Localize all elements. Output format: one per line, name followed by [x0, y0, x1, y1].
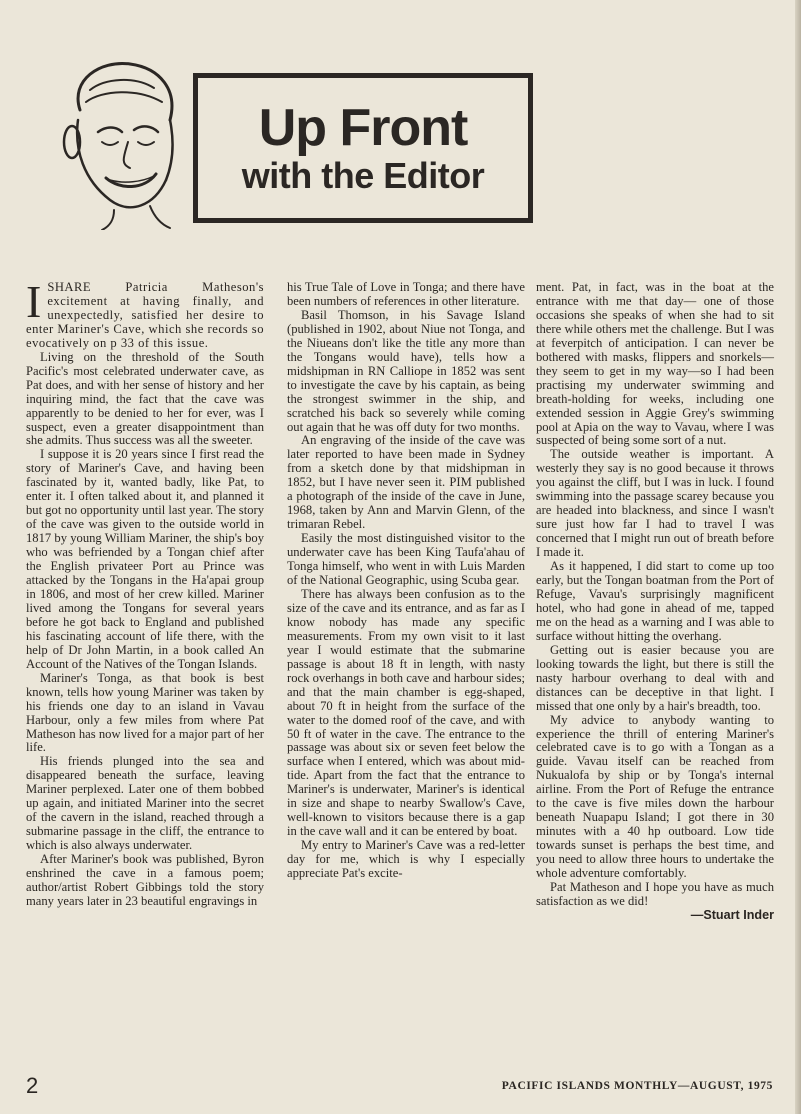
article-column-2	[287, 281, 525, 881]
article-body	[26, 276, 774, 1061]
article-paragraph: My advice to anybody wanting to experience the thrill of entering Mariner's celebrated cave is to go with a Tongan as a guide. Vavau itself can be reached from Nukualofa by ship or by Tonga's internal airline. From the Port of Refuge the entrance to the cave is five miles down the harbour beneath Nuapapu Island; I got there in 30 minutes with a 40 hp outboard. Low tide towards sunset is perhaps the best time, and you need to allow three hours to undertake the whole adventure comfortably.	[536, 712, 774, 881]
article-paragraph: ment. Pat, in fact, was in the boat at the entrance with me that day— one of those occasions she speaks of when she had to sit there while others met the challenge. But I was at feverpitch of anticipation. I can never be bothered with masks, flippers and snorkels—they seem to get in my way—so I had been practising my underwater swimming and breath-holding for weeks, including one extended session in Aggie Grey's swimming pool at Apia on the way to Vavau, where I was suspected of being some sort of a nut.	[536, 280, 774, 448]
article-paragraph: I suppose it is 20 years since I first read the story of Mariner's Cave, and having been fascinated by it, wanted badly, like Pat, to enter it. I often talked about it, and planned it but got no opportunity until last year. The story of the cave was given to the outside world in 1817 by young William Mariner, the ship's boy who was befriended by a Tongan chief after the English privateer Port au Prince was attacked by the Tongans in the Ha'apai group in 1806, and most of her crew killed. Mariner lived among the Tongans for several years before he got back to England and published his fascinating account of life there, with the help of Dr John Martin, in a book called An Account of the Natives of the Tongan Islands.	[26, 447, 264, 671]
page-title: Up Front	[258, 98, 468, 157]
title-box	[193, 73, 533, 223]
article-paragraph: his True Tale of Love in Tonga; and there have been numbers of references in other literature.	[287, 280, 525, 308]
article-paragraph: After Mariner's book was published, Byron enshrined the cave in a famous poem; author/artist Robert Gibbings told the story many years later in 23 beautiful engravings in	[26, 852, 264, 908]
article-column-1	[26, 276, 264, 909]
page-subtitle: with the Editor	[241, 155, 485, 197]
article-paragraph: Easily the most distinguished visitor to the underwater cave has been King Taufa'ahau of Tonga himself, who went in with Luis Marden of the National Geographic, using Scuba gear.	[287, 531, 525, 588]
editor-caricature-icon	[50, 50, 190, 230]
article-paragraph: My entry to Mariner's Cave was a red-letter day for me, which is why I especially appreciate Pat's excite-	[287, 838, 525, 881]
article-paragraph: His friends plunged into the sea and disappeared beneath the surface, leaving Mariner perplexed. Later one of them bobbed up again, and initiated Mariner into the secret of the cavern in the island, reached through a submarine passage in the cliff, the entrance to which is also always underwater.	[26, 754, 264, 853]
running-footer: PACIFIC ISLANDS MONTHLY—AUGUST, 1975	[501, 1080, 773, 1092]
article-paragraph: The outside weather is important. A westerly they say is no good because it throws you against the cliff, but I was in luck. I found swimming into the passage scarey because you are headed into blackness, and since I wasn't sure just how far I had to travel I was concerned that I might run out of breath before I made it.	[536, 447, 774, 560]
article-column-3	[536, 281, 774, 923]
drop-cap: I	[26, 276, 42, 327]
article-paragraph: Basil Thomson, in his Savage Island (published in 1902, about Niue not Tonga, and the Niueans don't like the title any more than the Tongans would have), tells how a midshipman in RN Calliope in 1852 was sent to investigate the cave by his captain, as being the strongest swimmer in the ship, and scratched his back so severely while coming out again that he was off duty for two months.	[287, 307, 525, 434]
article-paragraph: An engraving of the inside of the cave was later reported to have been made in Sydney from a sketch done by that midshipman in 1852, but I have never seen it. PIM published a photograph of the inside of the cave in June, 1968, taken by Ann and Marvin Glenn, of the trimaran Rebel.	[287, 433, 525, 532]
article-paragraph: As it happened, I did start to come up too early, but the Tongan boatman from the Port of Refuge, Vavau's surprisingly magnificent hotel, who had gone in ahead of me, tapped me on the head as a warning and I was able to surface without hitting the overhang.	[536, 559, 774, 643]
page-footer	[26, 1073, 773, 1101]
page-edge	[795, 0, 801, 1114]
article-paragraph: Living on the threshold of the South Pacific's most celebrated underwater cave, as Pat does, and with her sense of history and her inquiring mind, the fact that the cave was apparently to be denied to her for ever, was I suspect, even a greater disappointment than she admits. Thus success was all the sweeter.	[26, 349, 264, 448]
article-paragraph: ISHARE Patricia Matheson's excitement at having finally, and unexpectedly, satisfied her desire to enter Mariner's Cave, which she records so evocatively on p 33 of this issue.	[26, 276, 264, 350]
article-paragraph: Getting out is easier because you are looking towards the light, but there is still the nasty harbour overhang to deal with and distances can be deceptive in that light. I missed that one only by a hair's breadth, too.	[536, 642, 774, 713]
author-signature: —Stuart Inder	[690, 907, 774, 922]
page-number: 2	[26, 1073, 39, 1098]
article-paragraph: Pat Matheson and I hope you have as much satisfaction as we did!	[536, 879, 774, 908]
article-paragraph: Mariner's Tonga, as that book is best known, tells how young Mariner was taken by his friends one day to an island in Vavau Harbour, only a few miles from where Pat Matheson has now lived for a major part of her life.	[26, 670, 264, 755]
article-paragraph: There has always been confusion as to the size of the cave and its entrance, and as far as I know nobody has made any specific measurements. From my own visit to it last year I would estimate that the submarine passage is about 18 ft in length, with nasty rock overhangs in both cave and harbour sides; and that the main chamber is egg-shaped, about 70 ft in height from the surface of the water to the domed roof of the cave, and with 50 ft of water in the cave. The entrance to the passage was about six or seven feet below the surface when I entered, which was about mid-tide. Apart from the fact that the entrance to Mariner's is underwater, Mariner's is identical in size and shape to nearby Swallow's Cave, well-known to visitors because there is a gap in the cave wall and it can be entered by boat.	[287, 586, 525, 839]
